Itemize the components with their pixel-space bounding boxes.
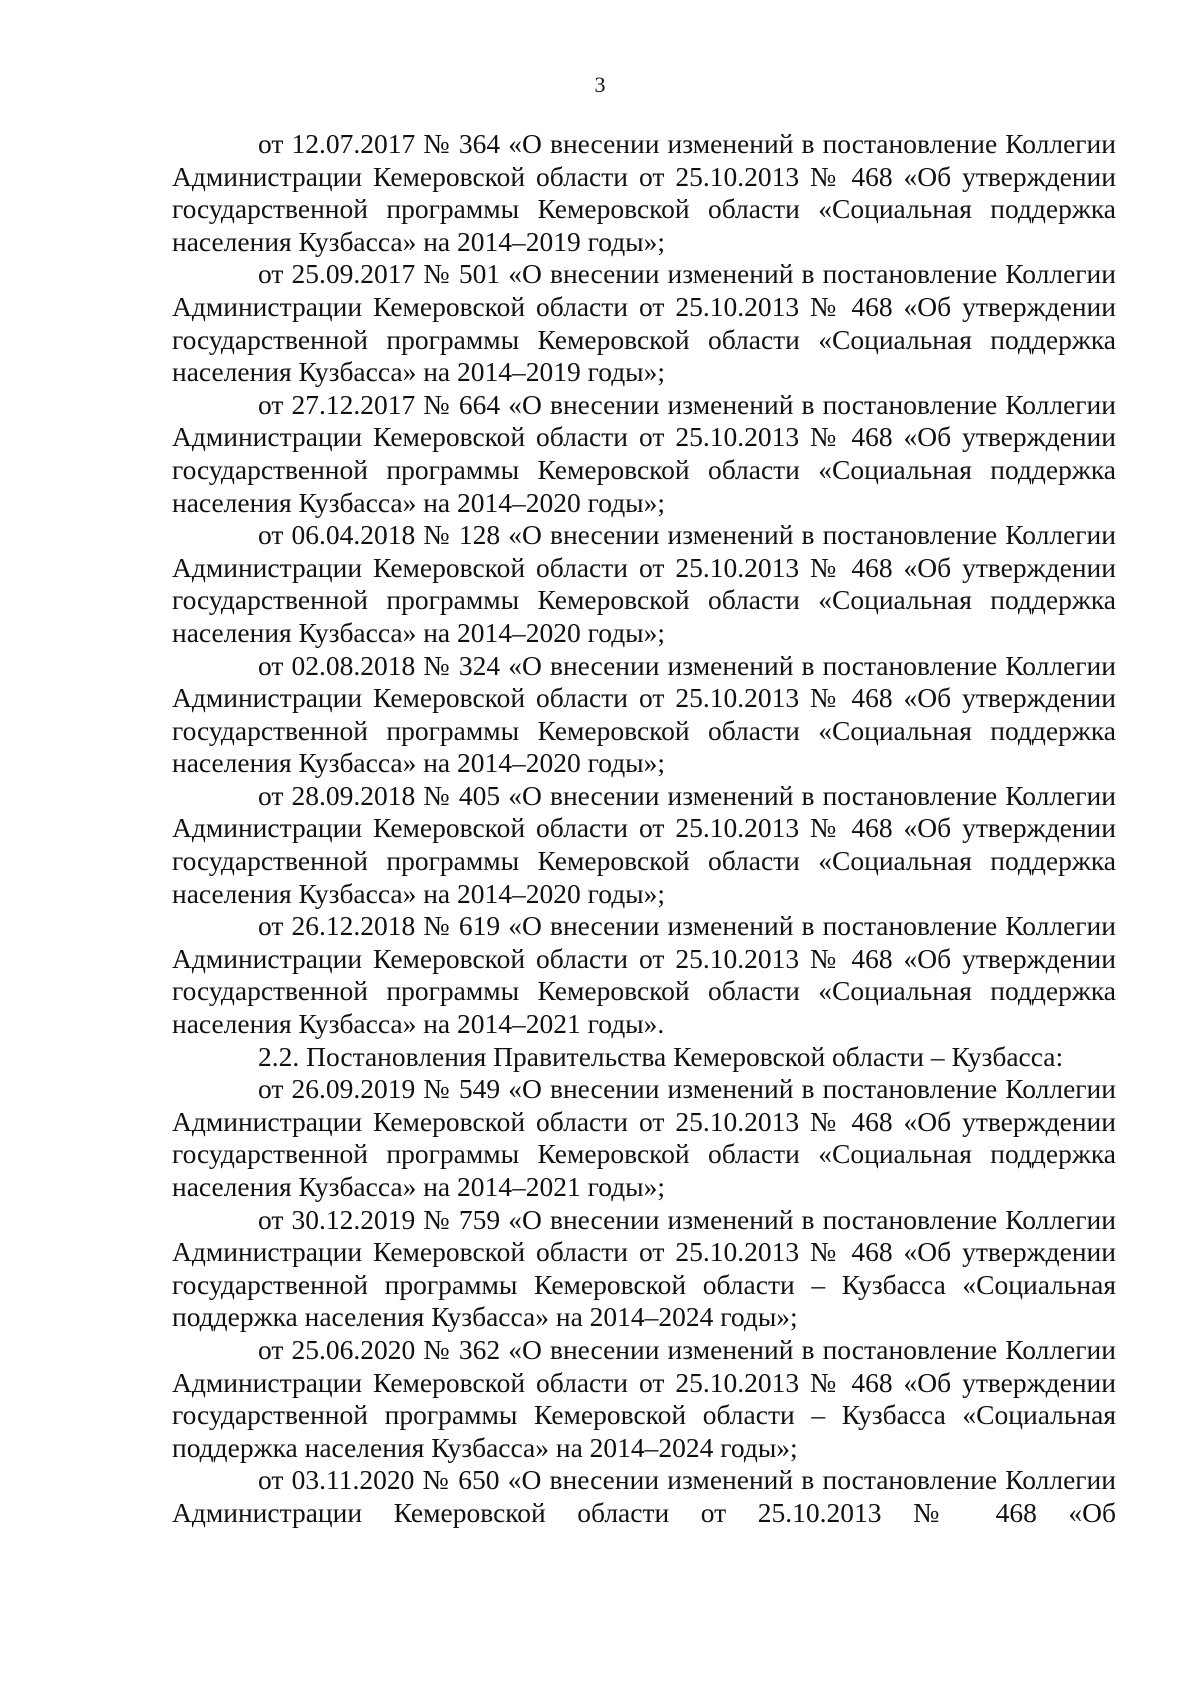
paragraph-amendment-2018-405: от 28.09.2018 № 405 «О внесении изменений в постановление Коллегии Администрации Кемеровской области от 25.10.2013 № 468 «Об утверждении государственной программы Кемеровской области «Социальная поддержка населения Кузбасса» на 2014–2020 годы»; (172, 779, 1116, 909)
paragraph-amendment-2019-759: от 30.12.2019 № 759 «О внесении изменений в постановление Коллегии Администрации Кемеровской области от 25.10.2013 № 468 «Об утверждении государственной программы Кемеровской области – Кузбасса «Социальная поддержка населения Кузбасса» на 2014–2024 годы»; (172, 1203, 1116, 1333)
paragraph-amendment-2017-501: от 25.09.2017 № 501 «О внесении изменений в постановление Коллегии Администрации Кемеровской области от 25.10.2013 № 468 «Об утверждении государственной программы Кемеровской области «Социальная поддержка населения Кузбасса» на 2014–2019 годы»; (172, 258, 1116, 388)
section-heading-2-2: 2.2. Постановления Правительства Кемеровской области – Кузбасса: (258, 1040, 1064, 1072)
paragraph-amendment-2019-549: от 26.09.2019 № 549 «О внесении изменений в постановление Коллегии Администрации Кемеровской области от 25.10.2013 № 468 «Об утверждении государственной программы Кемеровской области «Социальная поддержка населения Кузбасса» на 2014–2021 годы»; (172, 1073, 1116, 1202)
page-number: 3 (594, 72, 606, 97)
paragraph-amendment-2020-650: от 03.11.2020 № 650 «О внесении изменений в постановление Коллегии Администрации Кемеровской области от 25.10.2013 № 468 «Об (172, 1464, 1116, 1528)
paragraph-amendment-2018-619: от 26.12.2018 № 619 «О внесении изменений в постановление Коллегии Администрации Кемеровской области от 25.10.2013 № 468 «Об утверждении государственной программы Кемеровской области «Социальная поддержка населения Кузбасса» на 2014–2021 годы». (172, 910, 1116, 1040)
paragraph-amendment-2018-128: от 06.04.2018 № 128 «О внесении изменений в постановление Коллегии Администрации Кемеровской области от 25.10.2013 № 468 «Об утверждении государственной программы Кемеровской области «Социальная поддержка населения Кузбасса» на 2014–2020 годы»; (172, 519, 1116, 648)
paragraph-amendment-2017-364: от 12.07.2017 № 364 «О внесении изменений в постановление Коллегии Администрации Кемеровской области от 25.10.2013 № 468 «Об утверждении государственной программы Кемеровской области «Социальная поддержка населения Кузбасса» на 2014–2019 годы»; (172, 128, 1116, 257)
paragraph-amendment-2020-362: от 25.06.2020 № 362 «О внесении изменений в постановление Коллегии Администрации Кемеровской области от 25.10.2013 № 468 «Об утверждении государственной программы Кемеровской области – Кузбасса «Социальная поддержка населения Кузбасса» на 2014–2024 годы»; (172, 1333, 1116, 1463)
paragraph-amendment-2018-324: от 02.08.2018 № 324 «О внесении изменений в постановление Коллегии Администрации Кемеровской области от 25.10.2013 № 468 «Об утверждении государственной программы Кемеровской области «Социальная поддержка населения Кузбасса» на 2014–2020 годы»; (172, 649, 1116, 779)
paragraph-amendment-2017-664: от 27.12.2017 № 664 «О внесении изменений в постановление Коллегии Администрации Кемеровской области от 25.10.2013 № 468 «Об утверждении государственной программы Кемеровской области «Социальная поддержка населения Кузбасса» на 2014–2020 годы»; (172, 388, 1116, 518)
document-body (172, 128, 1116, 1530)
